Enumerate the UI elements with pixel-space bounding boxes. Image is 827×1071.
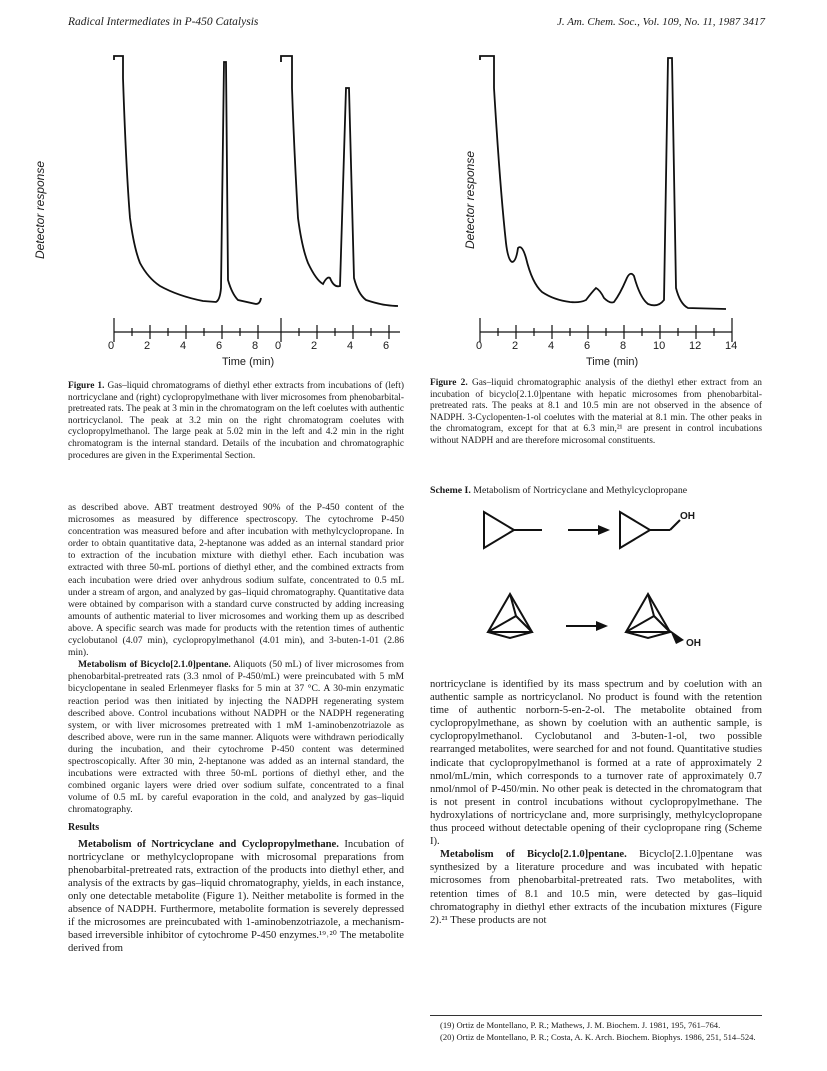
- tick-label: 8: [252, 340, 259, 352]
- tick-label: 4: [347, 340, 354, 352]
- left-column-text: [68, 502, 404, 955]
- footnotes: [430, 1020, 762, 1045]
- figure-1-label: Figure 1.: [68, 381, 105, 391]
- paragraph: [68, 838, 404, 955]
- paragraph-heading: Metabolism of Nortricyclane and Cyclopropylmethane.: [78, 838, 339, 850]
- figure-2-chromatogram: [436, 48, 766, 348]
- figure-1-caption: [68, 381, 404, 462]
- paragraph-heading: Metabolism of Bicyclo[2.1.0]pentane.: [440, 849, 627, 861]
- paragraph: [430, 848, 762, 927]
- tick-label: 4: [180, 340, 187, 352]
- paragraph: nortricyclane is identified by its mass spectrum and by coelution with an authentic sample as nortricyclanol. No product is found with the retention time of authentic norborn-5-en-2-ol. The metabolite obtained from cyclopropylmethane, as shown by coelution with an authentic sample, is cyclopropylmethanol. Cyclobutanol and 3-buten-1-ol, two possible rearranged metabolites, were searched for and not found. Quantitative studies indicate that cyclopropylmethanol is formed at a rate of approximately 2 nmol/mL/min, which corresponds to a turnover rate of approximately 0.7 nmol/nmol of P-450/min. No other peak is detected in the chromatogram that is not present in control incubations without cyclopropylmethane. The hydroxylations of nortricyclane and, more surprisingly, methylcyclopropane thus proceed without detectable opening of their cyclopropane ring (Scheme I).: [430, 679, 762, 848]
- figure-1-caption-text: Gas–liquid chromatograms of diethyl ether extracts from incubations of (left) nortricyclane and (right) cyclopropylmethane with liver microsomes from phenobarbital-pretreated rats. The peak at 3 min in the chromatogram on the left coelutes with authentic nortricyclanol. The peak at 3.2 min on the right chromatogram coelutes with cyclopropylmethanol. The large peak at 5.02 min in the left and 4.2 min in the right chromatogram is the internal standard. Details of the incubation and chromatographic procedures are given in the Experimental Section.: [68, 381, 405, 461]
- scheme-label: Scheme I.: [430, 485, 471, 496]
- figure-1-chromatogram: [68, 48, 418, 383]
- paragraph-text: Incubation of nortricyclane or methylcyclopropane with microsomal preparations from phenobarbital-pretreated rats, extraction of the products into diethyl ether, and analysis of the extracts by gas–liquid chromatography, yields, in each instance, only one detectable metabolite (Figure 1). Neither metabolite is formed in the absence of NADPH. Furthermore, metabolite formation is severely depressed if the microsomes are preincubated with 1-aminobenzotriazole, a mechanism-based irreversible inhibitor of cytochrome P-450 enzymes.¹⁹˒²⁰ The metabolite derived from: [68, 838, 404, 954]
- paragraph: as described above. ABT treatment destroyed 90% of the P-450 content of the microsomes as measured by difference spectroscopy. The cytochrome P-450 concentration was measured before and after incubation with methylcyclopropane. In order to obtain quantitative data, 2-heptanone was added as an internal standard prior to extraction of the incubation mixture with diethyl ether. Each incubation was extracted with three 50-mL portions of diethyl ether, and the combined extracts from each incubation were dried over anhydrous sodium sulfate, concentrated to 0.5 mL under a stream of argon, and analyzed by gas–liquid chromatography. Quantitative data were obtained by comparison with a standard curve constructed by adding increasing amounts of authentic material to liver microsomes and working them up as described above. A specific search was made for products with the retention times of authentic cyclobutanol (4.07 min), cyclopropylmethanol (4.01 min), and 3-buten-1-01 (2.86 min).: [68, 502, 404, 659]
- journal-citation: J. Am. Chem. Soc., Vol. 109, No. 11, 1987 3417: [557, 16, 765, 28]
- paragraph-text: Aliquots (50 mL) of liver microsomes from phenobarbital-pretreated rats (3.3 nmol of P-450/mL) were preincubated with 5 mM bicyclopentane in sealed Erlenmeyer flasks for 5 min at 37 °C. A 30-min enzymatic reaction period was then initiated by injecting the NADPH regenerating system described above. Control incubations without NADPH or the NADPH regenerating system, or with liver microsomes pretreated with 1 mM 1-aminobenzotriazole as described above, were run in the same manner. Aliquots were withdrawn periodically during the incubation, and their cytochrome P-450 content was determined spectroscopically. After 30 min, 2-heptanone was added as an internal standard, the incubations were extracted with three 50-mL portions of diethyl ether, and the combined organic layers were dried over sodium sulfate, concentrated to a final volume of 0.5 mL by careful evaporation in the cold, and analyzed by gas–liquid chromatography.: [68, 659, 404, 816]
- footnote-divider: [430, 1015, 762, 1016]
- figure-2-ylabel: Detector response: [463, 150, 477, 250]
- paragraph-text: Bicyclo[2.1.0]pentane was synthesized by a literature procedure and was incubated with hepatic microsomes from phenobarbital-pretreated rats. Two metabolites, with retention times of 8.1 and 10.5 min, were detected by gas–liquid chromatography in diethyl ether extracts of the incubation mixtures (Figure 2).²¹ These products are not: [430, 849, 763, 926]
- paragraph-heading: Metabolism of Bicyclo[2.1.0]pentane.: [78, 659, 231, 671]
- tick-label: 14: [725, 340, 738, 352]
- tick-label: 6: [584, 340, 591, 352]
- figure-2-caption-text: Gas–liquid chromatographic analysis of the diethyl ether extract from an incubation of bicyclo[2.1.0]pentane with hepatic microsomes from phenobarbital-pretreated rats. The peaks at 8.1 and 10.5 min are not observed in the absence of NADPH. 3-Cyclopenten-1-ol coelutes with the material at 8.1 min. The other peaks in the chromatogram, except for that at 6.3 min,²¹ are present in control incubations without NADPH and are therefore microsomal constituents.: [430, 378, 762, 446]
- footnote-20: (20) Ortiz de Montellano, P. R.; Costa, A. K. Arch. Biochem. Biophys. 1986, 251, 514–524.: [440, 1032, 756, 1043]
- figure-2-tick-labels: [436, 340, 766, 354]
- figure-1-xlabel: Time (min): [222, 356, 275, 368]
- running-title: Radical Intermediates in P-450 Catalysis: [68, 16, 259, 28]
- tick-label: 0: [108, 340, 115, 352]
- scheme-title-text: Metabolism of Nortricyclane and Methylcyclopropane: [473, 485, 688, 496]
- scheme-1-structures: [470, 502, 760, 662]
- scheme-title: [430, 485, 687, 496]
- paragraph: [68, 659, 404, 816]
- tick-label: 6: [216, 340, 223, 352]
- tick-label: 8: [620, 340, 627, 352]
- figure-2-caption: [430, 378, 762, 448]
- figure-1-tick-labels: [66, 340, 416, 354]
- tick-label: 12: [689, 340, 702, 352]
- tick-label: 4: [548, 340, 555, 352]
- footnote-19: (19) Ortiz de Montellano, P. R.; Mathews, J. M. Biochem. J. 1981, 195, 761–764.: [440, 1020, 721, 1030]
- tick-label: 0: [476, 340, 483, 352]
- figure-2-label: Figure 2.: [430, 378, 468, 388]
- section-heading-results: Results: [68, 822, 100, 834]
- right-column-text: [430, 678, 762, 927]
- tick-label: 2: [311, 340, 318, 352]
- tick-label: 10: [653, 340, 666, 352]
- figure-1-ylabel: Detector response: [33, 160, 47, 260]
- scheme-oh-label: OH: [686, 638, 701, 649]
- tick-label: 2: [512, 340, 519, 352]
- scheme-oh-label: OH: [680, 511, 695, 522]
- tick-label: 2: [144, 340, 151, 352]
- figure-2-xlabel: Time (min): [586, 356, 639, 368]
- tick-label: 6: [383, 340, 390, 352]
- tick-label: 0: [275, 340, 282, 352]
